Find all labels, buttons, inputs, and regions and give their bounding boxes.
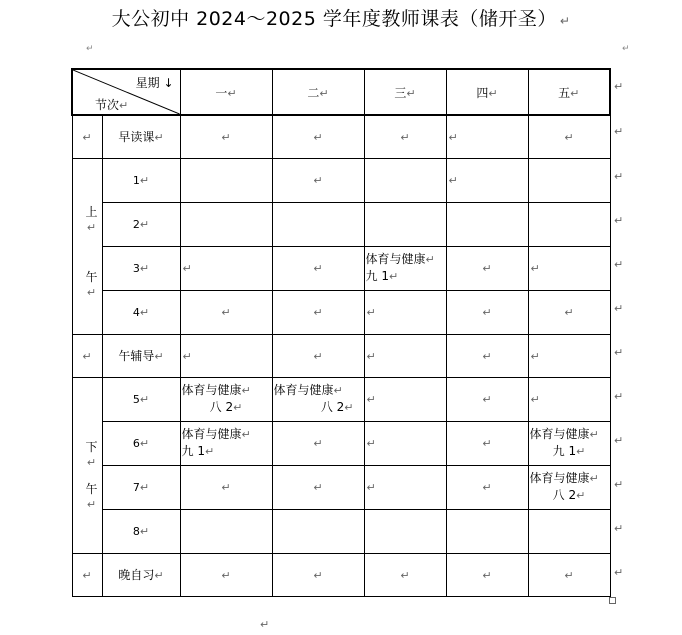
- row-end-mark: ↵: [614, 258, 624, 271]
- cell: [180, 202, 272, 246]
- row-end-mark: ↵: [614, 478, 624, 491]
- cell: ↵: [528, 290, 610, 334]
- row-period-1: [72, 158, 610, 202]
- day-header-tue: 二↵: [272, 69, 364, 115]
- page-title: 大公初中 2024～2025 学年度教师课表（储开圣） ↵: [111, 8, 571, 30]
- morning-reading-label: 早读课↵: [102, 115, 180, 158]
- diagonal-header-cell: [72, 69, 180, 115]
- cell: ↵: [272, 246, 364, 290]
- cell: ↵: [180, 115, 272, 158]
- morning-bottom-label: 午↵: [85, 269, 98, 299]
- crop-mark-top-left: ↵: [86, 44, 94, 54]
- row-end-mark: ↵: [614, 214, 624, 227]
- noon-tutoring-label: 午辅导↵: [102, 334, 180, 377]
- period-label: 节次↵: [95, 98, 129, 112]
- cell: ↵: [364, 465, 446, 509]
- cell: ↵: [364, 290, 446, 334]
- day-header-thu: 四↵: [446, 69, 528, 115]
- row-morning-reading: [72, 115, 610, 158]
- cell: ↵: [528, 553, 610, 596]
- cell: ↵: [180, 246, 272, 290]
- cell: ↵: [446, 421, 528, 465]
- day-header-wed: 三↵: [364, 69, 446, 115]
- class-cell-mon-6: [180, 421, 272, 465]
- class-cell-wed-3: [364, 246, 446, 290]
- weekday-label: 星期 ↓: [135, 76, 174, 90]
- row-period-7: [72, 465, 610, 509]
- period-label-2: 2↵: [102, 202, 180, 246]
- cell: ↵: [364, 421, 446, 465]
- paragraph-mark: ↵: [559, 14, 571, 28]
- row-noon-tutoring: [72, 334, 610, 377]
- period-label-8: 8↵: [102, 509, 180, 553]
- timetable: [71, 68, 611, 597]
- row-end-mark: ↵: [614, 80, 624, 93]
- class-name: 八 2↵: [209, 400, 243, 414]
- cell: ↵: [180, 553, 272, 596]
- day-header-mon: 一↵: [180, 69, 272, 115]
- row-end-mark: ↵: [614, 522, 624, 535]
- evening-study-label: 晚自习↵: [102, 553, 180, 596]
- cell: ↵: [446, 334, 528, 377]
- row-period-5: [72, 377, 610, 421]
- cell: ↵: [272, 553, 364, 596]
- period-label-7: 7↵: [102, 465, 180, 509]
- cell: ↵: [364, 115, 446, 158]
- cell: ↵: [180, 290, 272, 334]
- period-label-1: 1↵: [102, 158, 180, 202]
- period-label-3: 3↵: [102, 246, 180, 290]
- cell: ↵: [446, 377, 528, 421]
- cell: ↵: [446, 290, 528, 334]
- row-period-4: [72, 290, 610, 334]
- section-cell: ↵: [72, 115, 102, 158]
- row-period-2: [72, 202, 610, 246]
- cell: ↵: [528, 115, 610, 158]
- class-subject: 体育与健康↵: [529, 471, 599, 485]
- cell: ↵: [364, 377, 446, 421]
- cell: ↵: [446, 158, 528, 202]
- cell: [364, 509, 446, 553]
- cell: [446, 509, 528, 553]
- morning-top-label: 上↵: [85, 204, 98, 234]
- period-label-6: 6↵: [102, 421, 180, 465]
- cell: [364, 158, 446, 202]
- cell: ↵: [272, 421, 364, 465]
- class-cell-fri-7: [528, 465, 610, 509]
- row-end-mark: ↵: [614, 170, 624, 183]
- class-cell-mon-5: [180, 377, 272, 421]
- cell: [180, 509, 272, 553]
- day-header-fri: 五↵: [528, 69, 610, 115]
- class-cell-tue-5: [272, 377, 364, 421]
- cell: ↵: [446, 465, 528, 509]
- class-subject: 体育与健康↵: [529, 427, 599, 441]
- row-end-mark: ↵: [614, 125, 624, 138]
- cell: [528, 509, 610, 553]
- class-cell-fri-6: [528, 421, 610, 465]
- row-end-mark: ↵: [614, 566, 624, 579]
- cell: ↵: [528, 377, 610, 421]
- class-name: 九 1↵: [365, 269, 399, 283]
- cell: ↵: [446, 246, 528, 290]
- afternoon-top-label: 下↵: [85, 439, 98, 469]
- class-subject: 体育与健康↵: [181, 383, 251, 397]
- class-name: 九 1↵: [552, 444, 586, 458]
- cell: [272, 509, 364, 553]
- cell: ↵: [446, 115, 528, 158]
- cell: [364, 202, 446, 246]
- cell: [272, 202, 364, 246]
- cell: [446, 202, 528, 246]
- cell: [528, 158, 610, 202]
- class-name: 八 2↵: [320, 400, 354, 414]
- cell: [528, 202, 610, 246]
- crop-mark-top-right: ↵: [622, 44, 630, 54]
- cell: ↵: [272, 158, 364, 202]
- row-end-mark: ↵: [614, 434, 624, 447]
- cell: ↵: [528, 246, 610, 290]
- cell: ↵: [446, 553, 528, 596]
- cell: ↵: [272, 334, 364, 377]
- afternoon-bottom-label: 午↵: [85, 481, 98, 511]
- cell: ↵: [180, 465, 272, 509]
- cell: [180, 158, 272, 202]
- cell: ↵: [528, 334, 610, 377]
- row-end-mark: ↵: [614, 302, 624, 315]
- period-label-4: 4↵: [102, 290, 180, 334]
- class-name: 八 2↵: [552, 488, 586, 502]
- class-subject: 体育与健康↵: [365, 252, 435, 266]
- header-row: [72, 69, 610, 115]
- class-name: 九 1↵: [181, 444, 215, 458]
- cell: ↵: [272, 290, 364, 334]
- cell: ↵: [364, 553, 446, 596]
- afternoon-section-cell: [72, 377, 102, 553]
- cell: ↵: [364, 334, 446, 377]
- row-end-mark: ↵: [614, 346, 624, 359]
- section-cell: ↵: [72, 553, 102, 596]
- cell: ↵: [272, 465, 364, 509]
- section-cell: ↵: [72, 334, 102, 377]
- period-label-5: 5↵: [102, 377, 180, 421]
- row-evening-study: [72, 553, 610, 596]
- cell: ↵: [180, 334, 272, 377]
- table-resize-handle[interactable]: [609, 597, 616, 604]
- morning-section-cell: [72, 158, 102, 334]
- trailing-paragraph-mark: ↵: [260, 618, 270, 631]
- row-period-8: [72, 509, 610, 553]
- class-subject: 体育与健康↵: [273, 383, 343, 397]
- row-period-6: [72, 421, 610, 465]
- row-period-3: [72, 246, 610, 290]
- class-subject: 体育与健康↵: [181, 427, 251, 441]
- row-end-mark: ↵: [614, 390, 624, 403]
- cell: ↵: [272, 115, 364, 158]
